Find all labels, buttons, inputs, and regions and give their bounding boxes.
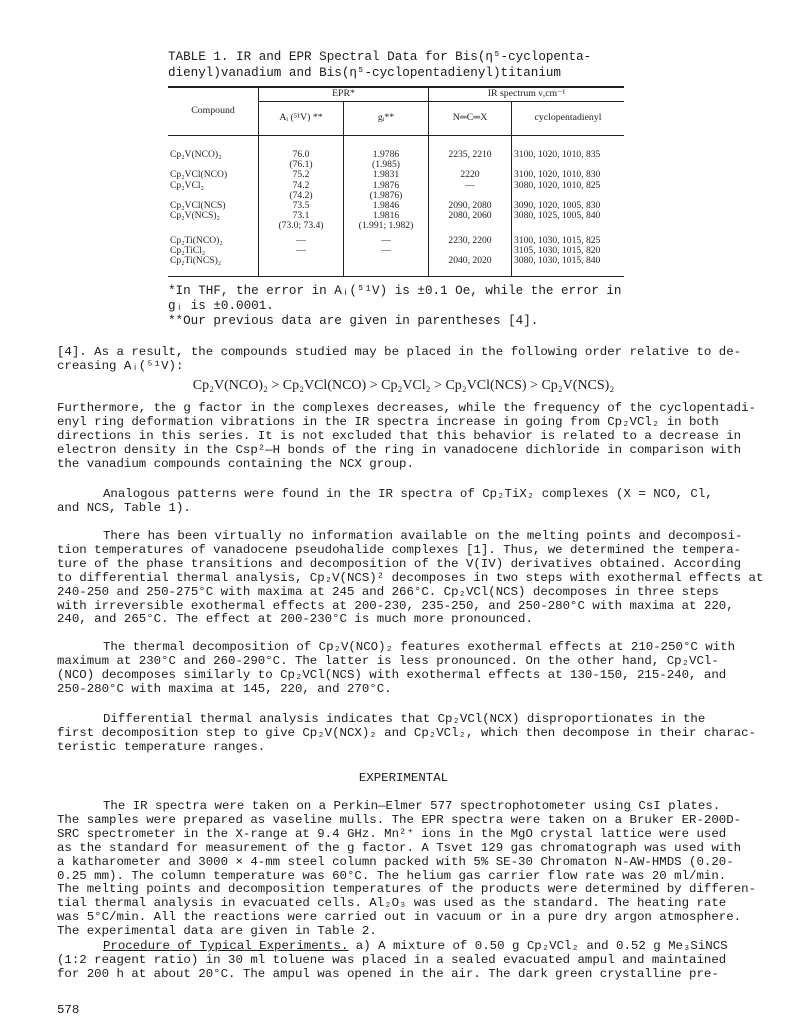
cell-compound: Cp₂Ti(NCO)₂ — [170, 234, 223, 246]
paragraph-nco-decomposition: The thermal decomposition of Cp₂V(NCO)₂ features exothermal effects at 210-250°C with maximum at 230°C and 260-290°C. The latter is less pronounced. On the other hand, Cp₂VCl- (NCO) decomposes similarly to Cp₂VCl(NCS) with exothermal effects at 130-150, 215-240, and 250-280°C with maxima at 145, 220, and 270°C. — [57, 640, 736, 696]
procedure-run-in-heading: Procedure of Typical Experiments. — [103, 939, 349, 953]
paragraph-titanium: Analogous patterns were found in the IR spectra of Cp₂TiX₂ complexes (X = NCO, Cl, and NCS, Table 1). — [57, 487, 713, 515]
cell-cp: 3080, 1020, 1010, 825 — [512, 181, 625, 201]
table-row — [168, 211, 624, 231]
cell-cp: 3105, 1030, 1015, 820 — [512, 246, 625, 256]
cell-a: 76.0 (76.1) — [259, 150, 344, 170]
table-group-header-row — [168, 87, 624, 102]
paragraph-g-factor: Furthermore, the g factor in the complexes decreases, while the frequency of the cyclopentadi- enyl ring deformation vibrations in the IR spectra increase in going from Cp₂VCl₂ in both directions in this series. It is not excluded that this behavior is related to a decrease in electron density in the Csp²—H bonds of the ring in vanadocene dichloride in comparison with the vanadium compounds containing the NCX group. — [57, 401, 756, 471]
page-number: 578 — [57, 1003, 80, 1017]
table-title — [168, 49, 688, 81]
table-row — [168, 256, 624, 266]
column-header-compound: Compound — [168, 87, 259, 136]
paragraph-methods: The IR spectra were taken on a Perkin—Elmer 577 spectrophotometer using CsI plates. The samples were prepared as vaseline mulls. The EPR spectra were taken on a Bruker ER-200D- SRC spectrometer in the X-range at 9.4 GHz. Mn²⁺ ions in the MgO crystal lattice were used as the standard for measurement of the g factor. A Tsvet 129 gas chromatograph was used with a katharometer and 3000 × 4-mm steel column packed with 5% SE-30 Chromaton N-AW-HMDS (0.20- 0.25 mm). The column temperature was 60°C. The helium gas carrier flow rate was 20 ml/min. The melting points and decomposition temperatures of the products were determined by differen- tial thermal analysis in evacuated cells. Al₂O₃ was used as the standard. The heating rate was 5°C/min. All the reactions were carried out in vacuum or in a pure dry argon atmosphere. The experimental data are given in Table 2. — [57, 799, 756, 939]
table-row — [168, 181, 624, 201]
cell-g: 1.9846 — [344, 201, 429, 211]
group-header-ir: IR spectrum ν,cm⁻¹ — [429, 87, 625, 102]
cell-a — [259, 256, 344, 266]
cell-ncx: 2220 — [429, 170, 512, 180]
paragraph-thermal: There has been virtually no information available on the melting points and decomposi- tion temperatures of vanadocene pseudohalide complexes [1]. Thus, we determined the tempera- ture of the phase transitions and decomposition of the V(IV) derivatives obtained. According to differential thermal analysis, Cp₂V(NCS)² decomposes in two steps with exothermal effects at 240-250 and 250-275°C with maxima at 245 and 266°C. Cp₂VCl(NCS) decomposes in three steps with irreversible exothermal effects at 200-230, 235-250, and 250-280°C with maxima at 220, 240, and 265°C. The effect at 200-230°C is much more pronounced. — [57, 529, 764, 627]
cell-g: 1.9876 (1.9876) — [344, 181, 429, 201]
column-header-cp: cyclopentadienyl — [512, 102, 625, 136]
cell-a: 73.5 — [259, 201, 344, 211]
table-title-line: TABLE 1. IR and EPR Spectral Data for Bis(η⁵-cyclopenta- — [168, 50, 592, 64]
table-title-line: dienyl)vanadium and Bis(η⁵-cyclopentadienyl)titanium — [168, 66, 561, 80]
cell-g: 1.9831 — [344, 170, 429, 180]
cell-ncx: — — [429, 181, 512, 201]
column-header-a: Aᵢ (⁵¹V) ** — [259, 102, 344, 136]
cell-a: 75.2 — [259, 170, 344, 180]
cell-cp: 3090, 1020, 1005, 830 — [512, 201, 625, 211]
cell-compound: Cp₂V(NCO)₂ — [170, 149, 222, 160]
cell-ncx: 2230, 2200 — [429, 236, 512, 246]
paragraph-order: [4]. As a result, the compounds studied may be placed in the following order relative to de- creasing Aᵢ(⁵¹V): — [57, 345, 742, 373]
column-header-g: gᵢ** — [344, 102, 429, 136]
paragraph-disproportionation: Differential thermal analysis indicates that Cp₂VCl(NCX) disproportionates in the first decomposition step to give Cp₂V(NCX)₂ and Cp₂VCl₂, which then decompose in their charac- teristic temperature ranges. — [57, 712, 756, 754]
footnote-line: **Our previous data are given in parentheses [4]. — [168, 314, 539, 329]
cell-g — [344, 256, 429, 266]
cell-cp: 3100, 1020, 1010, 835 — [512, 150, 625, 170]
cell-g: — — [344, 246, 429, 256]
cell-compound: Cp₂VCl₂ — [170, 179, 204, 191]
cell-ncx: 2235, 2210 — [429, 150, 512, 170]
cell-cp: 3080, 1025, 1005, 840 — [512, 211, 625, 231]
cell-a: 74.2 (74.2) — [259, 181, 344, 201]
cell-compound: Cp₂TiCl₂ — [170, 244, 206, 256]
cell-cp: 3080, 1030, 1015, 840 — [512, 256, 625, 266]
footnote-line: gᵢ is ±0.0001. — [168, 299, 274, 314]
table-footnotes — [168, 284, 628, 330]
cell-a: 73.1 (73.0; 73.4) — [259, 211, 344, 231]
cell-g: — — [344, 236, 429, 246]
cell-cp: 3100, 1030, 1015, 825 — [512, 236, 625, 246]
cell-cp: 3100, 1020, 1010, 830 — [512, 170, 625, 180]
paragraph-procedure: Procedure of Typical Experiments. a) A mixture of 0.50 g Cp₂VCl₂ and 0.52 g Me₃SiNCS (1:2 reagent ratio) in 30 ml toluene was placed in a sealed evacuated ampul and maintained for 200 h at about 20°C. The ampul was opened in the air. The dark green crystalline pre- — [57, 939, 728, 981]
column-header-ncx: N═C═X — [429, 102, 512, 136]
group-header-epr: EPR* — [259, 87, 429, 102]
table-row — [168, 150, 624, 170]
cell-compound: Cp₂V(NCS)₂ — [170, 210, 220, 222]
section-heading-experimental: EXPERIMENTAL — [358, 771, 449, 785]
cell-ncx: 2040, 2020 — [429, 256, 512, 266]
cell-compound: Cp₂VCl(NCS) — [170, 200, 226, 212]
cell-compound: Cp₂VCl(NCO) — [170, 169, 228, 181]
compound-order-series: Cp₂V(NCO)₂ > Cp₂VCl(NCO) > Cp₂VCl₂ > Cp₂VCl(NCS) > Cp₂V(NCS)₂ — [192, 378, 615, 393]
cell-g: 1.9786 (1.985) — [344, 150, 429, 170]
cell-a: — — [259, 246, 344, 256]
footnote-line: *In THF, the error in Aᵢ(⁵¹V) is ±0.1 Oe, while the error in — [168, 284, 622, 298]
cell-ncx: 2080, 2060 — [429, 211, 512, 231]
cell-compound: Cp₂Ti(NCS)₂ — [170, 255, 222, 267]
cell-g: 1.9816 (1.991; 1.982) — [344, 211, 429, 231]
cell-ncx: 2090, 2080 — [429, 201, 512, 211]
spectral-data-table — [168, 86, 624, 277]
cell-a: — — [259, 236, 344, 246]
